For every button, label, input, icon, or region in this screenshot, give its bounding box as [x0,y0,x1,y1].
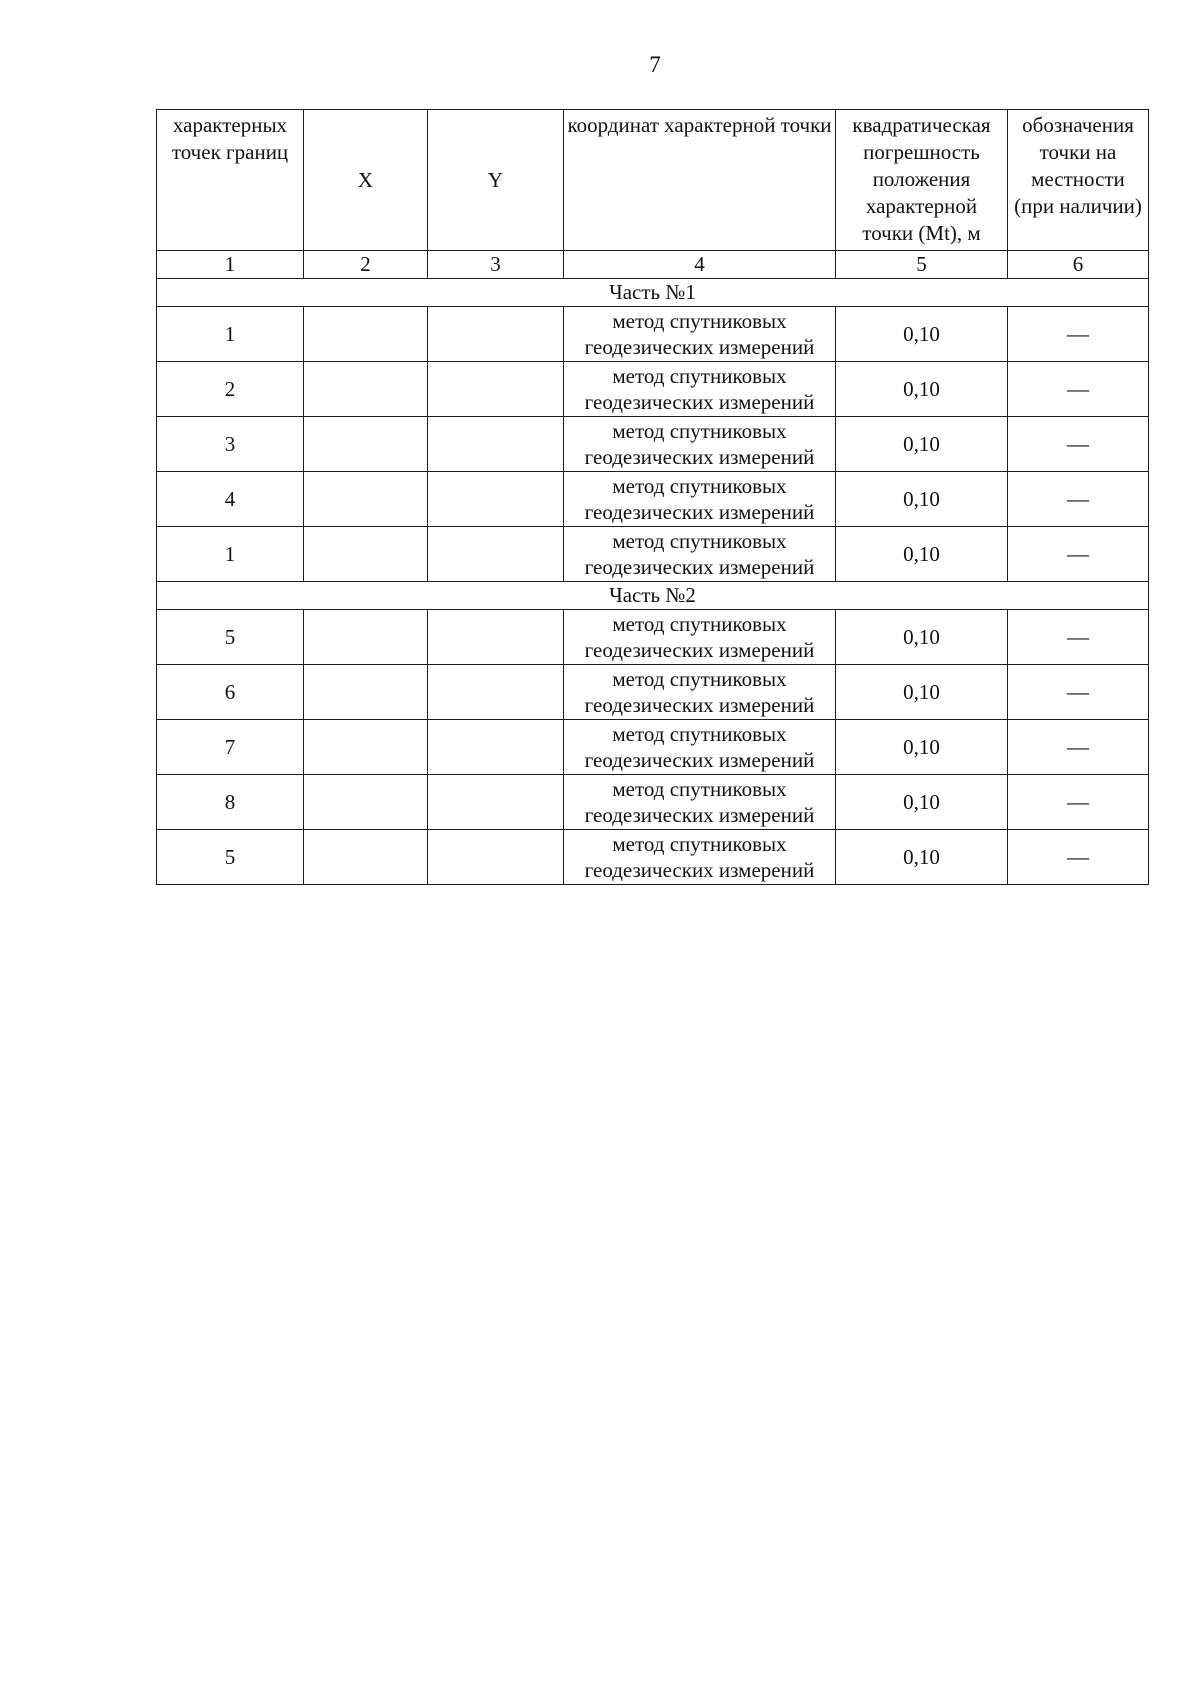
mt-error-cell [836,472,1008,527]
method-cell [564,307,836,362]
table-row [157,775,1149,830]
y-coordinate-cell [428,362,564,417]
mt-error-text: 0,10 [903,431,940,456]
point-number-cell [157,472,304,527]
mt-error-cell [836,417,1008,472]
point-number-cell [157,527,304,582]
table-row [157,472,1149,527]
mt-error-cell [836,665,1008,720]
mark-text: — [1067,321,1089,346]
x-coordinate-cell [304,472,428,527]
column-number: 2 [304,251,428,279]
point-number-text: 1 [224,541,236,566]
column-numbers-row [157,251,1149,279]
method-text: метод спутниковых геодезических измерений [584,474,815,524]
column-number: 1 [157,251,304,279]
point-number-text: 1 [224,321,236,346]
mt-error-text: 0,10 [903,486,940,511]
mark-text: — [1067,431,1089,456]
mark-text: — [1067,624,1089,649]
mt-error-cell [836,307,1008,362]
point-number-cell [157,665,304,720]
mark-text: — [1067,789,1089,814]
method-cell [564,775,836,830]
mt-error-text: 0,10 [903,376,940,401]
method-cell [564,527,836,582]
page-number: 7 [649,52,661,77]
mark-cell [1008,665,1149,720]
method-cell [564,665,836,720]
header-point: характерных точек границ [157,110,304,251]
method-text: метод спутниковых геодезических измерений [584,777,815,827]
mt-error-cell [836,775,1008,830]
y-coordinate-cell [428,307,564,362]
point-number-text: 6 [224,679,236,704]
x-coordinate-cell [304,362,428,417]
point-number-cell [157,830,304,885]
point-number-text: 5 [224,624,236,649]
mt-error-text: 0,10 [903,321,940,346]
x-coordinate-cell [304,775,428,830]
y-coordinate-cell [428,472,564,527]
mt-error-text: 0,10 [903,624,940,649]
mark-text: — [1067,376,1089,401]
point-number-text: 3 [224,431,236,456]
header-y: Y [428,110,564,251]
table-row [157,665,1149,720]
x-coordinate-cell [304,720,428,775]
y-coordinate-cell [428,527,564,582]
part-title: Часть №1 [157,279,1149,307]
point-number-text: 5 [224,844,236,869]
point-number-text: 8 [224,789,236,814]
mark-cell [1008,775,1149,830]
table-row [157,830,1149,885]
table-row [157,307,1149,362]
point-number-cell [157,417,304,472]
mark-cell [1008,307,1149,362]
column-number: 6 [1008,251,1149,279]
mark-text: — [1067,486,1089,511]
point-number-cell [157,775,304,830]
method-cell [564,610,836,665]
x-coordinate-cell [304,527,428,582]
method-cell [564,417,836,472]
mark-text: — [1067,541,1089,566]
mark-text: — [1067,734,1089,759]
mt-error-text: 0,10 [903,541,940,566]
mark-text: — [1067,844,1089,869]
table-row [157,610,1149,665]
part-header-row [157,279,1149,307]
y-coordinate-cell [428,665,564,720]
mark-cell [1008,362,1149,417]
mt-error-cell [836,527,1008,582]
x-coordinate-cell [304,307,428,362]
mark-text: — [1067,679,1089,704]
mark-cell [1008,527,1149,582]
method-text: метод спутниковых геодезических измерений [584,667,815,717]
method-cell [564,830,836,885]
mt-error-text: 0,10 [903,844,940,869]
mark-cell [1008,610,1149,665]
x-coordinate-cell [304,417,428,472]
coordinates-table [156,109,1149,885]
method-text: метод спутниковых геодезических измерений [584,419,815,469]
table-row [157,720,1149,775]
method-cell [564,362,836,417]
y-coordinate-cell [428,610,564,665]
mark-cell [1008,720,1149,775]
mark-cell [1008,472,1149,527]
method-text: метод спутниковых геодезических измерений [584,364,815,414]
point-number-cell [157,610,304,665]
method-text: метод спутниковых геодезических измерений [584,832,815,882]
x-coordinate-cell [304,610,428,665]
column-number: 4 [564,251,836,279]
point-number-cell [157,307,304,362]
mark-cell [1008,830,1149,885]
mark-cell [1008,417,1149,472]
point-number-cell [157,720,304,775]
method-text: метод спутниковых геодезических измерений [584,309,815,359]
mt-error-text: 0,10 [903,734,940,759]
method-cell [564,720,836,775]
header-method: координат характерной точки [564,110,836,251]
mt-error-cell [836,830,1008,885]
y-coordinate-cell [428,720,564,775]
method-text: метод спутниковых геодезических измерений [584,722,815,772]
mt-error-text: 0,10 [903,789,940,814]
point-number-text: 7 [224,734,236,759]
table-row [157,417,1149,472]
point-number-cell [157,362,304,417]
point-number-text: 2 [224,376,236,401]
header-mt: квадратическая погрешность положения характерной точки (Mt), м [836,110,1008,251]
method-cell [564,472,836,527]
column-number: 5 [836,251,1008,279]
table-row [157,527,1149,582]
part-header-row [157,582,1149,610]
table-row [157,362,1149,417]
column-number: 3 [428,251,564,279]
mt-error-text: 0,10 [903,679,940,704]
y-coordinate-cell [428,775,564,830]
x-coordinate-cell [304,830,428,885]
header-mark: обозначения точки на местности (при наличии) [1008,110,1149,251]
table-header-row [157,110,1149,251]
point-number-text: 4 [224,486,236,511]
y-coordinate-cell [428,830,564,885]
part-title: Часть №2 [157,582,1149,610]
mt-error-cell [836,720,1008,775]
method-text: метод спутниковых геодезических измерений [584,612,815,662]
method-text: метод спутниковых геодезических измерений [584,529,815,579]
x-coordinate-cell [304,665,428,720]
y-coordinate-cell [428,417,564,472]
mt-error-cell [836,362,1008,417]
header-x: X [304,110,428,251]
mt-error-cell [836,610,1008,665]
